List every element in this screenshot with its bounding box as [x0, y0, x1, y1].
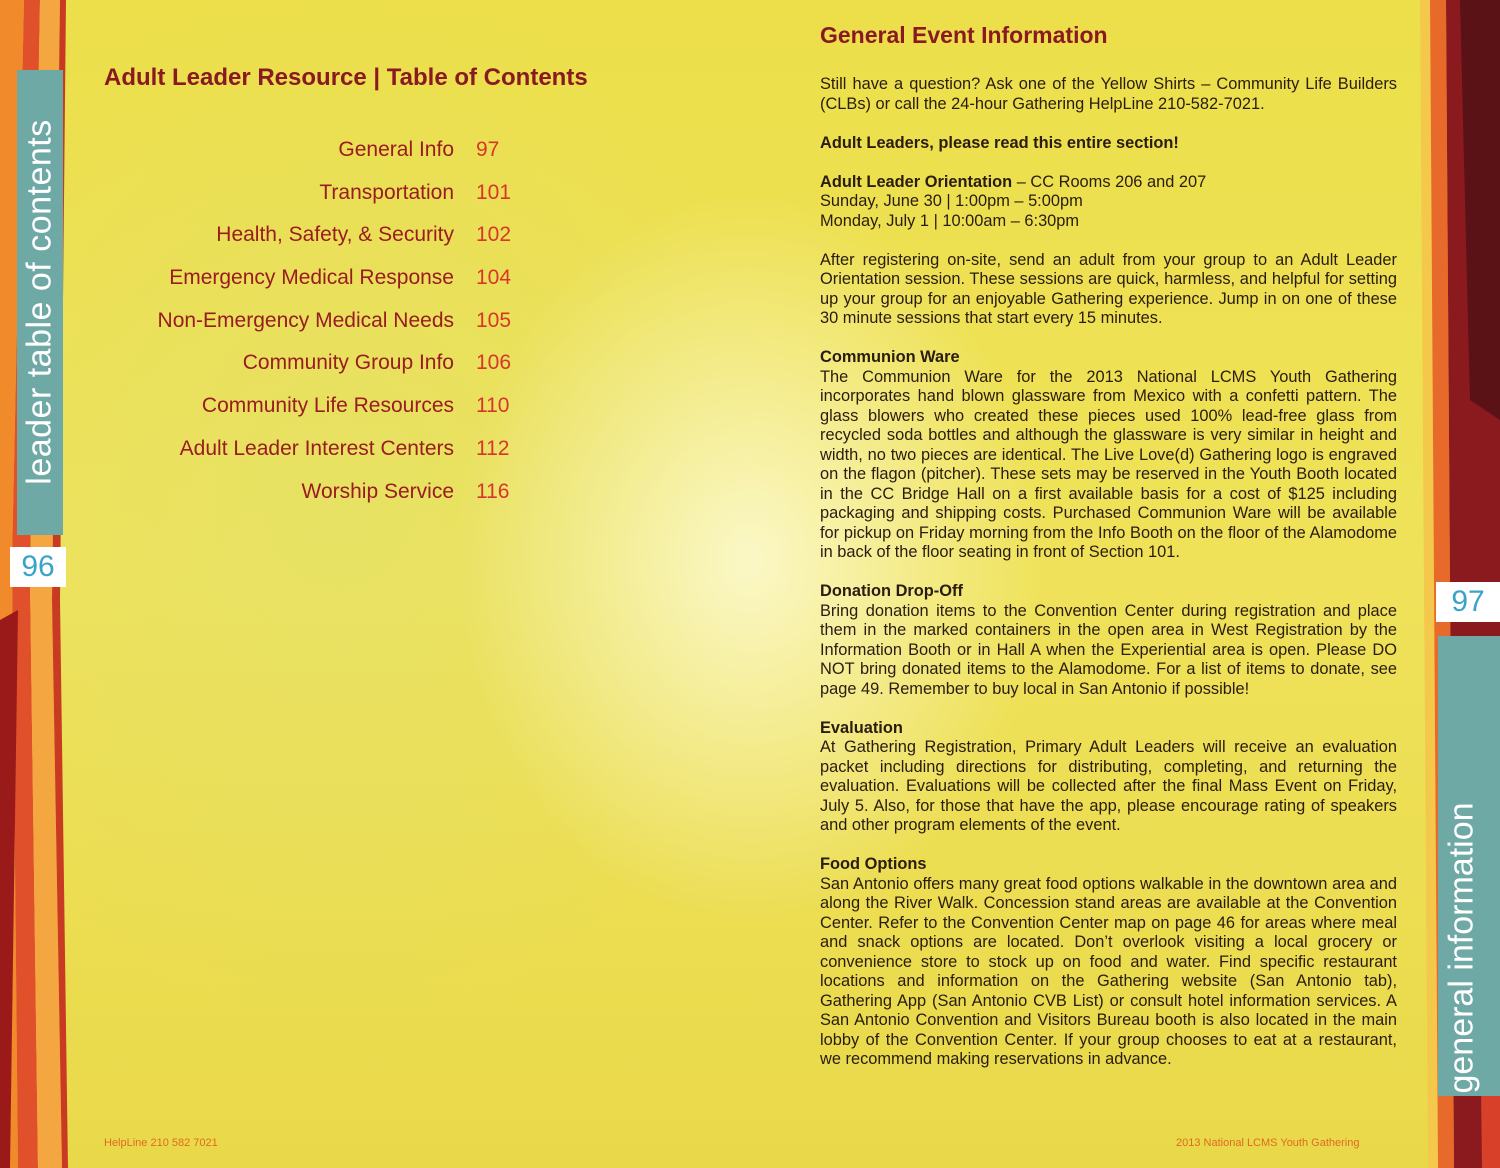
footer-helpline: HelpLine 210 582 7021	[104, 1137, 218, 1149]
section	[820, 582, 1397, 699]
toc-title: Adult Leader Resource | Table of Contents	[104, 64, 588, 91]
section	[820, 719, 1397, 836]
side-tab-right	[1438, 636, 1500, 1096]
toc-list	[100, 130, 560, 514]
section-body: The Communion Ware for the 2013 National LCMS Youth Gathering incorporates hand blown glassware from Mexico with a confetti pattern. The glass blowers who created these pieces used 100% lead-free glass from recycled soda bottles and although the glassware is very similar in height and width, no two pieces are identical. The Live Love(d) Gathering logo is engraved on the flagon (pitcher). These sets may be reserved in the Youth Booth located in the CC Bridge Hall on a first available basis for a cost of $125 including packaging and shipping costs. Purchased Communion Ware will be available for pickup on Friday morning from the Info Booth on the floor of the Alamodome in back of the floor seating in front of Section 101.	[820, 367, 1397, 561]
toc-item[interactable]	[100, 301, 560, 344]
footer-event-name: 2013 National LCMS Youth Gathering	[1176, 1137, 1360, 1149]
page-number-left: 96	[10, 547, 66, 587]
toc-item-label: Non-Emergency Medical Needs	[157, 308, 454, 332]
toc-item-label: General Info	[338, 138, 454, 161]
page-title: General Event Information	[820, 22, 1108, 48]
toc-item[interactable]	[100, 130, 560, 173]
toc-item-page: 110	[476, 394, 510, 418]
toc-item-page: 112	[476, 436, 510, 460]
toc-item[interactable]	[100, 343, 560, 386]
orientation-location: – CC Rooms 206 and 207	[1012, 172, 1207, 191]
toc-item-page: 97	[476, 138, 500, 161]
orientation-heading: Adult Leader Orientation	[820, 172, 1013, 191]
toc-item[interactable]	[100, 429, 560, 472]
toc-item-label: Health, Safety, & Security	[216, 223, 454, 247]
toc-item-label: Emergency Medical Response	[169, 266, 454, 290]
toc-item-page: 102	[476, 223, 512, 247]
toc-item-page: 105	[476, 308, 512, 332]
orientation-time-1: Sunday, June 30 | 1:00pm – 5:00pm	[820, 192, 1083, 210]
side-tab-label: general information	[1442, 802, 1481, 1094]
toc-item[interactable]	[100, 215, 560, 258]
toc-item-label: Community Group Info	[242, 351, 454, 375]
section-body: San Antonio offers many great food options walkable in the downtown area and along the River Walk. Concession stand areas are available at the Convention Center. Refer to the Convention Center map on page 46 for areas where meal and snack options are located. Don’t overlook visiting a local grocery or convenience store to stock up on food and water. Find specific restaurant locations and information on the Gathering website (San Antonio tab), Gathering App (San Antonio CVB List) or consult hotel information services. A San Antonio Convention and Visitors Bureau booth is also located in the main lobby of the Convention Center. If your group chooses to eat at a restaurant, we recommend making reservations in advance.	[820, 874, 1397, 1068]
orientation-time-2: Monday, July 1 | 10:00am – 6:30pm	[820, 211, 1080, 230]
section	[820, 855, 1397, 1070]
side-tab-left	[17, 70, 63, 535]
toc-item-label: Community Life Resources	[201, 394, 454, 418]
toc-item-label: Transportation	[319, 180, 454, 204]
intro-paragraph: Still have a question? Ask one of the Yellow Shirts – Community Life Builders (CLBs) or call the 24-hour Gathering HelpLine 210-582-7021.	[820, 75, 1397, 113]
toc-item[interactable]	[100, 173, 560, 216]
orientation-body: After registering on-site, send an adult from your group to an Adult Leader Orientation session. These sessions are quick, harmless, and helpful for setting up your group for an enjoyable Gathering experience. Jump in on one of these 30 minute sessions that start every 15 minutes.	[820, 250, 1397, 327]
toc-item[interactable]	[100, 472, 560, 515]
toc-item-label: Worship Service	[301, 479, 454, 503]
section-body: Bring donation items to the Convention Center during registration and place them in the marked containers in the open area in West Registration by the Information Booth or in Hall A when the Experiential area is open. Please DO NOT bring donated items to the Alamodome. For a list of items to donate, see page 49. Remember to buy local in San Antonio if possible!	[820, 601, 1397, 698]
toc-item-page: 116	[476, 479, 510, 503]
page-number-right: 97	[1436, 582, 1500, 622]
section-heading: Food Options	[820, 855, 927, 873]
toc-item-page: 106	[476, 351, 512, 375]
toc-item[interactable]	[100, 258, 560, 301]
toc-item[interactable]	[100, 386, 560, 429]
section-heading: Communion Ware	[820, 348, 960, 366]
section-heading: Donation Drop-Off	[820, 582, 963, 600]
general-info-body	[820, 20, 1397, 1089]
notice: Adult Leaders, please read this entire section!	[820, 133, 1179, 152]
toc-item-page: 104	[476, 266, 512, 290]
section-heading: Evaluation	[820, 718, 903, 737]
side-tab-label: leader table of contents	[20, 119, 59, 485]
section	[820, 348, 1397, 563]
toc-item-page: 101	[476, 180, 512, 204]
section-body: At Gathering Registration, Primary Adult Leaders will receive an evaluation packet including directions for distributing, completing, and returning the evaluation. Evaluations will be collected after the final Mass Event on Friday, July 5. Also, for those that have the app, please encourage rating of speakers and other program elements of the event.	[820, 738, 1397, 834]
toc-item-label: Adult Leader Interest Centers	[179, 436, 454, 460]
orientation-block	[820, 173, 1397, 232]
